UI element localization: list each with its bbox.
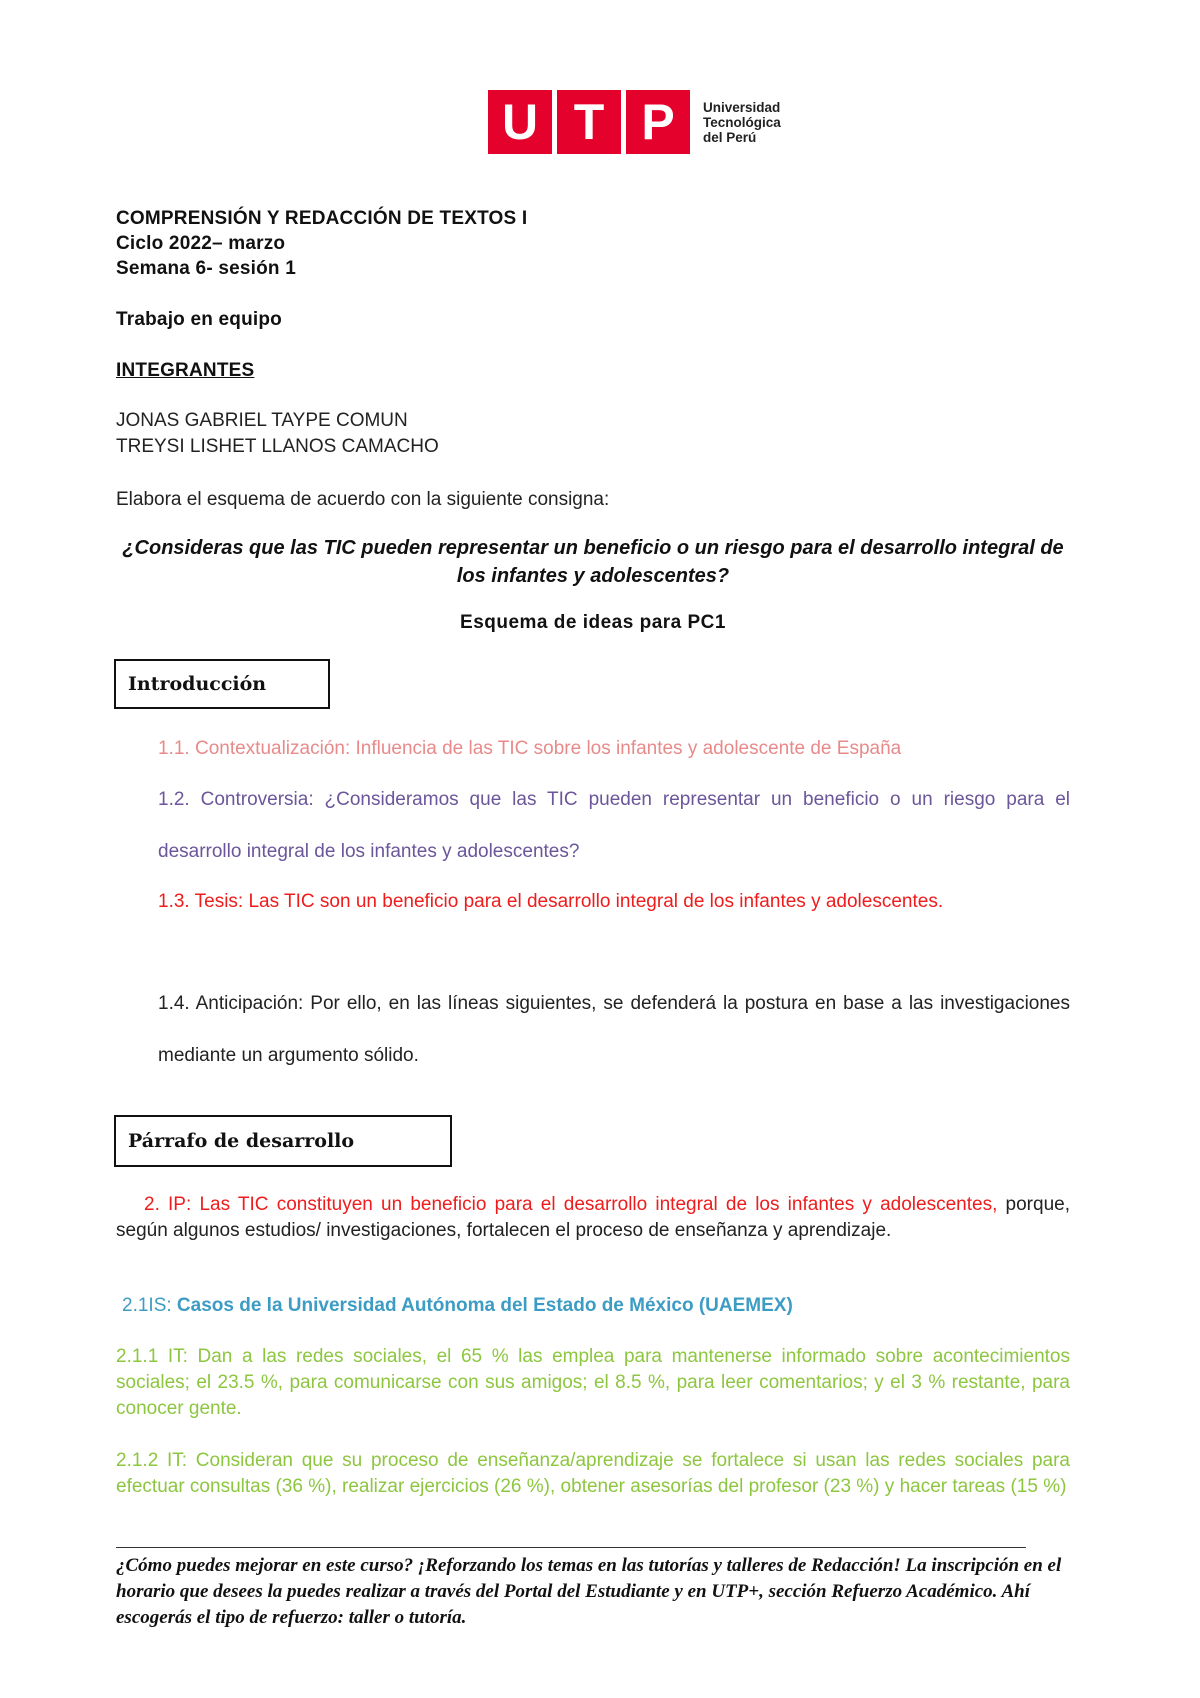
- scheme-title: Esquema de ideas para PC1: [460, 612, 726, 633]
- footer-note: ¿Cómo puedes mejorar en este curso? ¡Reforzando los temas en las tutorías y talleres de Redacción! La inscripción en el horario que desees la puedes realizar a través del Portal del Estudiante y en UTP+, sección Refuerzo Académico. Ahí escogerás el tipo de refuerzo: taller o tutoría.: [116, 1555, 1062, 1628]
- week-line: Semana 6- sesión 1: [116, 258, 296, 279]
- tertiary-idea-1: 2.1.1 IT: Dan a las redes sociales, el 65 % las emplea para mantenerse informado sobre acontecimientos sociales; el 23.5 %, para comunicarse con sus amigos; el 8.5 %, para leer comentarios; y el 3 % restante, para conocer gente.: [116, 1346, 1070, 1419]
- secondary-idea: [116, 1293, 1070, 1319]
- logo-letter-u: U: [488, 90, 552, 154]
- utp-logo: [488, 90, 781, 154]
- main-idea-red: 2. IP: Las TIC constituyen un beneficio para el desarrollo integral de los infantes y adolescentes,: [144, 1194, 998, 1215]
- intro-item-anticipation: 1.4. Anticipación: Por ello, en las líneas siguientes, se defenderá la postura en base a las investigaciones mediante un argumento sólido.: [158, 993, 1070, 1066]
- logo-name-line: del Perú: [703, 129, 757, 145]
- logo-letter-p: P: [626, 90, 690, 154]
- member-name: TREYSI LISHET LLANOS CAMACHO: [116, 436, 439, 457]
- tertiary-idea-2: 2.1.2 IT: Consideran que su proceso de enseñanza/aprendizaje se fortalece si usan las redes sociales para efectuar consultas (36 %), realizar ejercicios (26 %), obtener asesorías del profesor (23 %) y hacer tareas (15 %): [116, 1450, 1070, 1497]
- logo-name-line: Universidad: [703, 99, 781, 115]
- secondary-idea-title: Casos de la Universidad Autónoma del Estado de México (UAEMEX): [176, 1295, 793, 1316]
- intro-section-label: Introducción: [114, 659, 330, 709]
- cycle-line: Ciclo 2022– marzo: [116, 233, 286, 254]
- course-title: COMPRENSIÓN Y REDACCIÓN DE TEXTOS I: [116, 208, 528, 229]
- members-heading: INTEGRANTES: [116, 360, 255, 381]
- intro-item-thesis: 1.3. Tesis: Las TIC son un beneficio para el desarrollo integral de los infantes y adolescentes.: [158, 891, 944, 912]
- logo-name-line: Tecnológica: [703, 114, 781, 130]
- intro-item-context: 1.1. Contextualización: Influencia de las TIC sobre los infantes y adolescente de España: [158, 738, 902, 759]
- logo-letter-t: T: [557, 90, 621, 154]
- work-type: Trabajo en equipo: [116, 309, 282, 330]
- guiding-question: ¿Consideras que las TIC pueden representar un beneficio o un riesgo para el desarrollo integral de los infantes y adolescentes?: [122, 537, 1064, 587]
- secondary-idea-prefix: 2.1IS:: [122, 1295, 177, 1316]
- main-idea-black: porque, según algunos estudios/ investigaciones, fortalecen el proceso de enseñanza y aprendizaje.: [116, 1194, 1070, 1241]
- member-name: JONAS GABRIEL TAYPE COMUN: [116, 410, 408, 431]
- intro-item-controversy: 1.2. Controversia: ¿Consideramos que las TIC pueden representar un beneficio o un riesgo para el desarrollo integral de los infantes y adolescentes?: [158, 789, 1070, 862]
- logo-university-name: [703, 100, 781, 145]
- instruction-text: Elabora el esquema de acuerdo con la siguiente consigna:: [116, 489, 610, 510]
- main-idea-paragraph: [116, 1192, 1070, 1244]
- footer-divider: [116, 1547, 1026, 1548]
- development-section-label: Párrafo de desarrollo: [114, 1115, 452, 1167]
